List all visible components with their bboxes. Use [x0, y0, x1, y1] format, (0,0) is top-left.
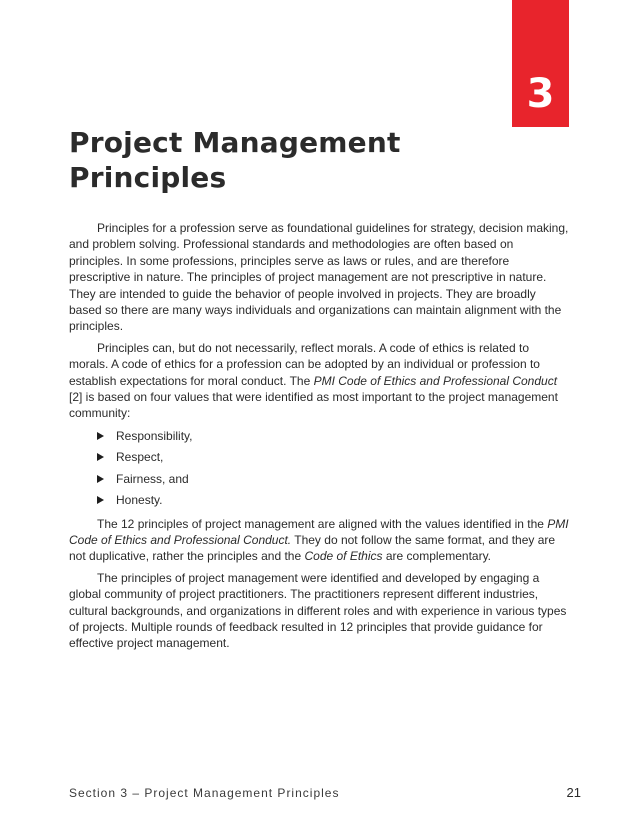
pmi-code-title: PMI Code of Ethics and Professional Conduct	[313, 373, 558, 388]
values-list	[69, 428, 569, 509]
title-line-2: Principles	[69, 161, 227, 194]
page-number: 21	[566, 785, 581, 800]
list-item	[97, 428, 569, 444]
list-item-label: Respect,	[116, 450, 164, 465]
code-of-ethics-title: Code of Ethics	[304, 549, 383, 564]
chapter-tab	[512, 0, 569, 127]
list-item	[97, 471, 569, 487]
paragraph-ethics-text-c: [2] is based on four values that were identified as most important to the project management community:	[69, 390, 558, 421]
list-item-label: Fairness, and	[116, 471, 189, 486]
paragraph-alignment-text-a: The 12 principles of project management are aligned with the values identified in the	[97, 516, 548, 531]
paragraph-ethics-text-a: Principles can, but do not necessarily, reflect morals. A code of ethics is related to morals. A code of ethics for a profession can be adopted by an individual or profession to establish expectations for moral conduct. The	[69, 340, 540, 388]
page-title	[69, 125, 469, 195]
paragraph-development: The principles of project management were identified and developed by engaging a global community of project practitioners. The practitioners represent different industries, cultural backgrounds, and organizations in different roles and with experience in various types of projects. Multiple rounds of feedback resulted in 12 principles that provide guidance for effective project management.	[69, 570, 567, 651]
list-item	[97, 492, 569, 508]
title-line-1: Project Management	[69, 126, 401, 159]
body-text	[69, 220, 569, 657]
list-item	[97, 449, 569, 465]
footer-section-label: Section 3 – Project Management Principles	[69, 786, 340, 800]
paragraph-alignment-text-e: are complementary.	[382, 549, 492, 564]
list-item-label: Responsibility,	[116, 428, 193, 443]
chapter-number: 3	[526, 71, 555, 117]
list-item-label: Honesty.	[116, 493, 163, 508]
bullet-triangle-icon	[97, 496, 104, 504]
bullet-triangle-icon	[97, 453, 104, 461]
paragraph-alignment	[69, 516, 569, 565]
paragraph-alignment-text-c: They do not follow the same format, and they are not duplicative, rather the principles and the	[69, 532, 556, 564]
paragraph-intro: Principles for a profession serve as foundational guidelines for strategy, decision making, and problem solving. Professional standards and methodologies are often based on principles. In some professions, principles serve as laws or rules, and are therefore prescriptive in nature. The principles of project management are not prescriptive in nature. They are intended to guide the behavior of people involved in projects. They are broadly based so there are many ways individuals and organizations can maintain alignment with the principles.	[69, 221, 569, 334]
pmi-code-title: PMI Code of Ethics and Professional Conduct.	[69, 516, 569, 547]
bullet-triangle-icon	[97, 475, 104, 483]
bullet-triangle-icon	[97, 432, 104, 440]
paragraph-ethics	[69, 340, 569, 422]
